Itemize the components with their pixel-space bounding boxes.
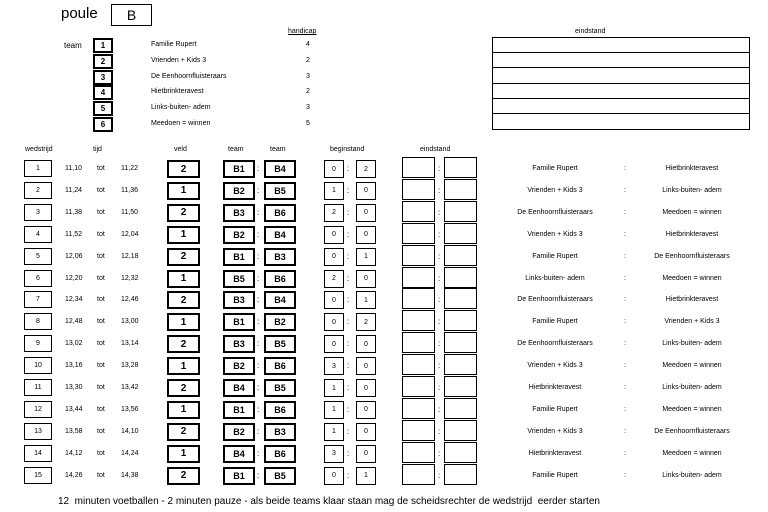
begin-score1-box: 0 xyxy=(324,313,344,331)
score-separator: : xyxy=(347,251,350,261)
score-separator: : xyxy=(347,295,350,305)
match-number-box: 10 xyxy=(24,357,52,374)
team-handicap: 2 xyxy=(306,56,310,64)
team2-box: B3 xyxy=(264,423,296,441)
team2-box: B6 xyxy=(264,204,296,222)
end-score-separator: : xyxy=(438,273,441,283)
team-separator: : xyxy=(257,295,260,305)
end-time: 11,22 xyxy=(121,165,138,172)
end-score-separator: : xyxy=(438,317,441,327)
begin-score1-box: 3 xyxy=(324,357,344,375)
team-label: team xyxy=(64,41,82,50)
score-separator: : xyxy=(347,383,350,392)
tot-label: tot xyxy=(97,165,105,172)
begin-score1-box: 1 xyxy=(324,182,344,200)
team-number-box: 3 xyxy=(93,70,113,85)
team-separator: : xyxy=(257,426,260,436)
start-time: 11,24 xyxy=(65,186,82,194)
veld-box: 2 xyxy=(167,248,200,266)
end-score1-box xyxy=(402,267,435,288)
match-team2-name: De Eenhoornfluisteraars xyxy=(654,427,730,435)
match-name-separator: : xyxy=(624,230,626,238)
team-separator: : xyxy=(257,448,260,458)
team-name: Familie Rupert xyxy=(151,41,197,48)
standings-table xyxy=(492,37,750,130)
veld-box: 2 xyxy=(167,160,200,178)
begin-score1-box: 0 xyxy=(324,248,344,266)
tot-label: tot xyxy=(97,296,105,304)
match-team1-name: Familie Rupert xyxy=(532,165,578,172)
tot-label: tot xyxy=(97,208,105,216)
match-name-separator: : xyxy=(624,186,626,194)
team-separator: : xyxy=(257,164,260,173)
match-team2-name: Links-buiten- adem xyxy=(662,471,722,479)
end-time: 11,36 xyxy=(121,186,138,194)
match-team1-name: Links-buiten- adem xyxy=(525,274,585,282)
end-score1-box xyxy=(402,354,435,375)
match-team2-name: De Eenhoornfluisteraars xyxy=(654,252,730,260)
end-time: 13,56 xyxy=(121,405,139,413)
match-team2-name: Links-buiten- adem xyxy=(662,186,722,194)
match-team2-name: Meedoen = winnen xyxy=(662,208,722,216)
team2-box: B6 xyxy=(264,357,296,375)
team2-box: B4 xyxy=(264,291,296,309)
header-eindstand: eindstand xyxy=(420,146,451,153)
end-score1-box xyxy=(402,157,435,178)
match-team2-name: Meedoen = winnen xyxy=(662,449,722,457)
header-wedstrijd: wedstrijd xyxy=(25,146,53,153)
match-name-separator: : xyxy=(624,252,626,260)
veld-box: 1 xyxy=(167,313,200,331)
team1-box: B1 xyxy=(223,401,255,419)
header-tijd: tijd xyxy=(93,146,102,153)
begin-score2-box: 0 xyxy=(356,335,376,353)
tot-label: tot xyxy=(97,186,105,194)
score-separator: : xyxy=(347,207,350,217)
end-score-separator: : xyxy=(438,207,441,217)
team1-box: B2 xyxy=(223,357,255,375)
team1-box: B2 xyxy=(223,182,255,200)
team-separator: : xyxy=(257,273,260,283)
match-name-separator: : xyxy=(624,208,626,216)
team-handicap: 3 xyxy=(306,104,310,112)
tot-label: tot xyxy=(97,318,105,326)
score-separator: : xyxy=(347,470,350,480)
end-score1-box xyxy=(402,310,435,331)
begin-score1-box: 0 xyxy=(324,335,344,353)
match-number-box: 1 xyxy=(24,160,52,177)
match-team1-name: Vrienden + Kids 3 xyxy=(527,230,583,238)
score-separator: : xyxy=(347,317,350,327)
start-time: 13,58 xyxy=(65,427,83,435)
poule-value-box: B xyxy=(111,4,152,26)
begin-score2-box: 0 xyxy=(356,357,376,375)
score-separator: : xyxy=(347,361,350,371)
team-name: Hietbrinkteravest xyxy=(151,88,204,96)
handicap-header: handicap xyxy=(288,28,317,35)
team2-box: B5 xyxy=(264,182,296,200)
match-team2-name: Hietbrinkteravest xyxy=(665,230,719,238)
end-time: 14,10 xyxy=(121,427,139,435)
end-time: 12,46 xyxy=(121,296,139,304)
team-separator: : xyxy=(257,383,260,392)
end-score2-box xyxy=(444,420,477,441)
score-separator: : xyxy=(347,426,350,436)
end-score2-box xyxy=(444,245,477,266)
start-time: 14,12 xyxy=(65,449,83,457)
match-team2-name: Hietbrinkteravest xyxy=(665,296,719,304)
header-veld: veld xyxy=(174,146,187,153)
start-time: 12,34 xyxy=(65,296,83,304)
team-separator: : xyxy=(257,185,260,195)
begin-score1-box: 2 xyxy=(324,204,344,222)
standings-row xyxy=(493,38,749,53)
begin-score2-box: 1 xyxy=(356,291,376,309)
header-team2: team xyxy=(270,146,286,153)
begin-score1-box: 0 xyxy=(324,467,344,485)
veld-box: 1 xyxy=(167,226,200,244)
match-number-box: 7 xyxy=(24,291,52,308)
end-score2-box xyxy=(444,288,477,309)
begin-score2-box: 0 xyxy=(356,445,376,463)
tot-label: tot xyxy=(97,427,105,435)
tot-label: tot xyxy=(97,340,105,348)
team-number-box: 4 xyxy=(93,85,113,100)
end-score1-box xyxy=(402,420,435,441)
match-team2-name: Links-buiten- adem xyxy=(662,340,722,348)
match-team1-name: Vrienden + Kids 3 xyxy=(527,186,583,194)
score-separator: : xyxy=(347,185,350,195)
begin-score1-box: 0 xyxy=(324,291,344,309)
match-team1-name: Vrienden + Kids 3 xyxy=(527,427,583,435)
veld-box: 2 xyxy=(167,204,200,222)
end-score-separator: : xyxy=(438,383,441,392)
veld-box: 2 xyxy=(167,423,200,441)
team2-box: B3 xyxy=(264,248,296,266)
veld-box: 1 xyxy=(167,357,200,375)
team1-box: B1 xyxy=(223,160,255,178)
match-number-box: 11 xyxy=(24,379,52,396)
match-number-box: 3 xyxy=(24,204,52,221)
end-score1-box xyxy=(402,464,435,485)
begin-score1-box: 3 xyxy=(324,445,344,463)
match-name-separator: : xyxy=(624,274,626,282)
end-score2-box xyxy=(444,464,477,485)
end-time: 12,32 xyxy=(121,274,139,282)
match-name-separator: : xyxy=(624,427,626,435)
match-team1-name: De Eenhoornfluisteraars xyxy=(517,208,593,216)
end-score2-box xyxy=(444,310,477,331)
score-separator: : xyxy=(347,164,350,173)
end-score-separator: : xyxy=(438,426,441,436)
team2-box: B6 xyxy=(264,445,296,463)
team-name: De Eenhoornfluisteraars xyxy=(151,72,227,80)
team-handicap: 5 xyxy=(306,120,310,127)
start-time: 11,38 xyxy=(65,208,82,216)
team-handicap: 2 xyxy=(306,88,310,96)
score-separator: : xyxy=(347,339,350,349)
veld-box: 1 xyxy=(167,270,200,288)
footer-note: 12 minuten voetballen - 2 minuten pauze - als beide teams klaar staan mag de scheidsrechter de wedstrijd eerder starten xyxy=(58,496,600,507)
team-separator: : xyxy=(257,470,260,480)
veld-box: 2 xyxy=(167,291,200,309)
team-number-box: 6 xyxy=(93,117,113,132)
team-separator: : xyxy=(257,251,260,261)
match-number-box: 9 xyxy=(24,335,52,352)
end-score1-box xyxy=(402,398,435,419)
begin-score2-box: 1 xyxy=(356,467,376,485)
end-score-separator: : xyxy=(438,404,441,414)
match-team1-name: Vrienden + Kids 3 xyxy=(527,362,583,370)
tot-label: tot xyxy=(97,449,105,457)
end-score2-box xyxy=(444,332,477,353)
match-name-separator: : xyxy=(624,296,626,304)
score-separator: : xyxy=(347,404,350,414)
begin-score2-box: 2 xyxy=(356,160,376,178)
team1-box: B1 xyxy=(223,313,255,331)
match-name-separator: : xyxy=(624,405,626,413)
end-score1-box xyxy=(402,179,435,200)
end-time: 13,14 xyxy=(121,340,139,348)
end-time: 13,42 xyxy=(121,384,139,391)
end-time: 14,38 xyxy=(121,471,139,479)
end-score2-box xyxy=(444,157,477,178)
begin-score1-box: 1 xyxy=(324,379,344,397)
team2-box: B4 xyxy=(264,160,296,178)
begin-score1-box: 0 xyxy=(324,226,344,244)
end-time: 12,04 xyxy=(121,230,139,238)
end-score-separator: : xyxy=(438,295,441,305)
end-score1-box xyxy=(402,376,435,397)
standings-row xyxy=(493,84,749,99)
start-time: 11,10 xyxy=(65,165,82,172)
end-score2-box xyxy=(444,223,477,244)
start-time: 13,44 xyxy=(65,405,83,413)
start-time: 13,02 xyxy=(65,340,83,348)
start-time: 12,48 xyxy=(65,318,83,326)
match-name-separator: : xyxy=(624,340,626,348)
team2-box: B5 xyxy=(264,379,296,397)
team-name: Vrienden + Kids 3 xyxy=(151,56,207,64)
team2-box: B4 xyxy=(264,226,296,244)
standings-header: eindstand xyxy=(575,28,606,35)
tot-label: tot xyxy=(97,252,105,260)
team1-box: B4 xyxy=(223,379,255,397)
end-score2-box xyxy=(444,179,477,200)
team-separator: : xyxy=(257,229,260,239)
end-score2-box xyxy=(444,398,477,419)
end-score2-box xyxy=(444,267,477,288)
end-score1-box xyxy=(402,245,435,266)
match-team1-name: De Eenhoornfluisteraars xyxy=(517,296,593,304)
match-number-box: 15 xyxy=(24,467,52,484)
match-team2-name: Meedoen = winnen xyxy=(662,405,722,413)
end-score-separator: : xyxy=(438,251,441,261)
match-number-box: 5 xyxy=(24,248,52,265)
veld-box: 2 xyxy=(167,379,200,397)
begin-score2-box: 0 xyxy=(356,182,376,200)
begin-score1-box: 1 xyxy=(324,401,344,419)
team1-box: B5 xyxy=(223,270,255,288)
end-score2-box xyxy=(444,376,477,397)
end-time: 12,18 xyxy=(121,252,139,260)
tot-label: tot xyxy=(97,274,105,282)
match-team1-name: Familie Rupert xyxy=(532,405,578,413)
match-team1-name: Hietbrinkteravest xyxy=(528,449,582,457)
end-score1-box xyxy=(402,223,435,244)
start-time: 13,30 xyxy=(65,384,83,391)
tot-label: tot xyxy=(97,405,105,413)
begin-score2-box: 0 xyxy=(356,401,376,419)
team-handicap: 4 xyxy=(306,41,310,48)
end-score-separator: : xyxy=(438,361,441,371)
veld-box: 1 xyxy=(167,182,200,200)
end-score-separator: : xyxy=(438,470,441,480)
start-time: 11,52 xyxy=(65,230,82,238)
begin-score1-box: 2 xyxy=(324,270,344,288)
match-number-box: 8 xyxy=(24,313,52,330)
match-name-separator: : xyxy=(624,362,626,370)
match-number-box: 13 xyxy=(24,423,52,440)
end-score2-box xyxy=(444,442,477,463)
tot-label: tot xyxy=(97,384,105,391)
score-separator: : xyxy=(347,229,350,239)
end-score2-box xyxy=(444,201,477,222)
team2-box: B5 xyxy=(264,335,296,353)
end-score-separator: : xyxy=(438,339,441,349)
header-beginstand: beginstand xyxy=(330,146,365,153)
begin-score2-box: 0 xyxy=(356,204,376,222)
match-name-separator: : xyxy=(624,384,626,391)
end-score-separator: : xyxy=(438,164,441,173)
match-team1-name: Hietbrinkteravest xyxy=(528,384,582,391)
team1-box: B2 xyxy=(223,423,255,441)
team1-box: B4 xyxy=(223,445,255,463)
start-time: 12,06 xyxy=(65,252,83,260)
veld-box: 2 xyxy=(167,335,200,353)
tot-label: tot xyxy=(97,362,105,370)
team-number-box: 1 xyxy=(93,38,113,53)
match-number-box: 12 xyxy=(24,401,52,418)
team-separator: : xyxy=(257,404,260,414)
match-name-separator: : xyxy=(624,471,626,479)
header-team1: team xyxy=(228,146,244,153)
match-team1-name: Familie Rupert xyxy=(532,471,578,479)
veld-box: 1 xyxy=(167,445,200,463)
team-separator: : xyxy=(257,361,260,371)
team-separator: : xyxy=(257,339,260,349)
team1-box: B3 xyxy=(223,291,255,309)
end-score1-box xyxy=(402,201,435,222)
end-score1-box xyxy=(402,442,435,463)
match-team1-name: Familie Rupert xyxy=(532,252,578,260)
end-score-separator: : xyxy=(438,185,441,195)
start-time: 13,16 xyxy=(65,362,83,370)
start-time: 12,20 xyxy=(65,274,83,282)
team1-box: B1 xyxy=(223,248,255,266)
end-score-separator: : xyxy=(438,448,441,458)
match-team2-name: Vrienden + Kids 3 xyxy=(664,318,720,326)
start-time: 14,26 xyxy=(65,471,83,479)
team-name: Links-buiten- adem xyxy=(151,104,211,112)
begin-score1-box: 1 xyxy=(324,423,344,441)
team-number-box: 2 xyxy=(93,54,113,69)
standings-row xyxy=(493,114,749,129)
match-name-separator: : xyxy=(624,449,626,457)
begin-score2-box: 0 xyxy=(356,226,376,244)
begin-score2-box: 0 xyxy=(356,423,376,441)
team2-box: B5 xyxy=(264,467,296,485)
end-time: 13,00 xyxy=(121,318,139,326)
score-separator: : xyxy=(347,448,350,458)
end-time: 13,28 xyxy=(121,362,139,370)
match-team2-name: Hietbrinkteravest xyxy=(665,165,719,172)
team-separator: : xyxy=(257,317,260,327)
standings-row xyxy=(493,68,749,83)
begin-score2-box: 0 xyxy=(356,379,376,397)
end-time: 11,50 xyxy=(121,208,138,216)
match-number-box: 6 xyxy=(24,270,52,287)
end-score-separator: : xyxy=(438,229,441,239)
end-score1-box xyxy=(402,332,435,353)
match-number-box: 4 xyxy=(24,226,52,243)
tot-label: tot xyxy=(97,471,105,479)
team1-box: B1 xyxy=(223,467,255,485)
team1-box: B3 xyxy=(223,204,255,222)
end-score2-box xyxy=(444,354,477,375)
team2-box: B6 xyxy=(264,401,296,419)
team-name: Meedoen = winnen xyxy=(151,120,211,127)
begin-score1-box: 0 xyxy=(324,160,344,178)
match-name-separator: : xyxy=(624,318,626,326)
standings-row xyxy=(493,53,749,68)
match-team1-name: Familie Rupert xyxy=(532,318,578,326)
score-separator: : xyxy=(347,273,350,283)
match-team1-name: De Eenhoornfluisteraars xyxy=(517,340,593,348)
veld-box: 1 xyxy=(167,401,200,419)
poule-label: poule xyxy=(61,5,98,22)
team-number-box: 5 xyxy=(93,101,113,116)
team-handicap: 3 xyxy=(306,72,310,80)
begin-score2-box: 1 xyxy=(356,248,376,266)
veld-box: 2 xyxy=(167,467,200,485)
match-number-box: 2 xyxy=(24,182,52,199)
match-team2-name: Meedoen = winnen xyxy=(662,274,722,282)
standings-row xyxy=(493,99,749,114)
end-time: 14,24 xyxy=(121,449,139,457)
team1-box: B3 xyxy=(223,335,255,353)
match-team2-name: Meedoen = winnen xyxy=(662,362,722,370)
begin-score2-box: 2 xyxy=(356,313,376,331)
team1-box: B2 xyxy=(223,226,255,244)
end-score1-box xyxy=(402,288,435,309)
team-separator: : xyxy=(257,207,260,217)
tot-label: tot xyxy=(97,230,105,238)
team2-box: B6 xyxy=(264,270,296,288)
team2-box: B2 xyxy=(264,313,296,331)
match-name-separator: : xyxy=(624,165,626,172)
match-team2-name: Links-buiten- adem xyxy=(662,384,722,391)
begin-score2-box: 0 xyxy=(356,270,376,288)
match-number-box: 14 xyxy=(24,445,52,462)
